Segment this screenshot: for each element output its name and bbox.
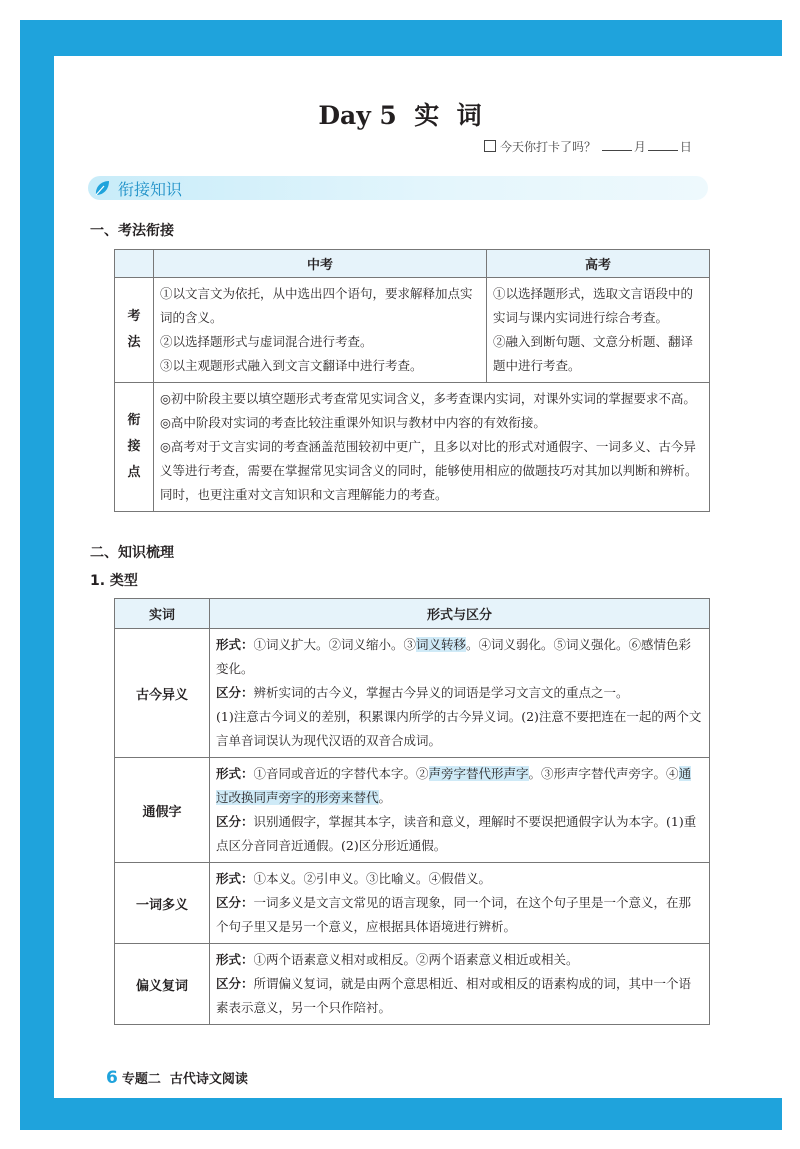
form-label: 形式：	[216, 637, 254, 652]
page-number: 6	[106, 1068, 118, 1088]
list-item: ◎高中阶段对实词的考查比较注重课外知识与教材中内容的有效衔接。	[160, 415, 546, 430]
list-item: ②以选择题形式与虚词混合进行考查。	[160, 334, 373, 349]
form-text: 。	[378, 790, 392, 805]
list-item: ①以文言文为依托，从中选出四个语句，要求解释加点实词的含义。	[160, 286, 473, 325]
diff-text: 辨析实词的古今义，掌握古今异义的词语是学习文言文的重点之一。	[253, 685, 629, 700]
page-title: Day 5 实 词	[318, 101, 482, 130]
diff-label: 区分：	[216, 895, 254, 910]
highlight-text: 声旁字替代形声字	[428, 766, 529, 781]
page-footer	[106, 1068, 248, 1088]
row-label-kaofa-text: 考 法	[127, 309, 141, 350]
diff-label: 区分：	[216, 685, 254, 700]
row-name: 通假字	[115, 758, 210, 863]
form-label: 形式：	[216, 952, 254, 967]
form-text: ①音同或音近的字替代本字。②	[253, 766, 429, 781]
form-text: ①本义。②引申义。③比喻义。④假借义。	[253, 871, 492, 886]
form-text: 。④词义弱化。⑤词义强化。⑥感情色彩变化。	[216, 637, 692, 676]
checkin-checkbox[interactable]	[484, 140, 496, 152]
row-content	[210, 629, 710, 758]
row-content	[210, 863, 710, 944]
section2-heading: 二、知识梳理	[90, 545, 174, 561]
row-name: 古今异义	[115, 629, 210, 758]
section-banner	[88, 176, 708, 200]
diff-text: 识别通假字，掌握其本字，读音和意义，理解时不要误把通假字认为本字。(1)重点区分音同音近通假。(2)区分形近通假。	[216, 814, 697, 853]
row-content	[210, 758, 710, 863]
table-corner	[115, 250, 154, 278]
page-frame-left	[20, 20, 54, 1128]
gaokao-cell	[487, 278, 710, 383]
form-text: ①词义扩大。②词义缩小。③	[253, 637, 417, 652]
checkin-text: 今天你打卡了吗？	[500, 140, 597, 154]
table-row	[115, 863, 710, 944]
section2-subheading: 1. 类型	[90, 573, 138, 589]
footer-topic: 专题二	[121, 1072, 161, 1087]
xianjie-cell	[154, 383, 710, 512]
types-table	[114, 598, 710, 1025]
diff-extra: (1)注意古今词义的差别，积累课内所学的古今异义词。(2)注意不要把连在一起的两个文言单音词误认为现代汉语的双音合成词。	[216, 709, 702, 748]
row-label-kaofa	[115, 278, 154, 383]
list-item: ◎初中阶段主要以填空题形式考查常见实词含义，多考查课内实词，对课外实词的掌握要求不高。	[160, 391, 696, 406]
diff-text: 一词多义是文言文常见的语言现象，同一个词，在这个句子里是一个意义，在那个句子里又是另一个意义，应根据具体语境进行辨析。	[216, 895, 692, 934]
section1-heading: 一、考法衔接	[90, 223, 174, 239]
row-name: 一词多义	[115, 863, 210, 944]
zhongkao-cell	[154, 278, 487, 383]
form-text: 。③形声字替代声旁字。④	[528, 766, 679, 781]
day-label: 日	[679, 140, 692, 154]
highlight-text: 通过改换同声旁字的形旁来替代	[216, 766, 692, 805]
diff-label: 区分：	[216, 976, 254, 991]
col-xingshi: 形式与区分	[210, 599, 710, 629]
col-gaokao: 高考	[487, 250, 710, 278]
row-label-xianjie-text: 衔 接 点	[127, 413, 141, 480]
form-text: ①两个语素意义相对或相反。②两个语素意义相近或相关。	[253, 952, 579, 967]
leaf-icon	[92, 178, 112, 198]
banner-label: 衔接知识	[118, 180, 183, 199]
row-name: 偏义复词	[115, 944, 210, 1025]
page-frame-bottom	[20, 1098, 782, 1130]
checkin-line	[484, 138, 692, 155]
row-label-xianjie	[115, 383, 154, 512]
table-row	[115, 629, 710, 758]
month-blank	[602, 150, 632, 151]
diff-text: 所谓偏义复词，就是由两个意思相近、相对或相反的语素构成的词，其中一个语素表示意义，另一个只作陪衬。	[216, 976, 692, 1015]
exam-method-table	[114, 249, 710, 512]
form-label: 形式：	[216, 766, 254, 781]
col-zhongkao: 中考	[154, 250, 487, 278]
footer-topic-title: 古代诗文阅读	[169, 1072, 248, 1087]
list-item: ◎高考对于文言实词的考查涵盖范围较初中更广，且多以对比的形式对通假字、一词多义、古今异义等进行考查，需要在掌握常见实词含义的同时，能够使用相应的做题技巧对其加以判断和辨析。同时，也更注重对文言知识和文言理解能力的考查。	[160, 439, 698, 502]
diff-label: 区分：	[216, 814, 254, 829]
list-item: ③以主观题形式融入到文言文翻译中进行考查。	[160, 358, 423, 373]
month-label: 月	[633, 140, 646, 154]
table-row	[115, 758, 710, 863]
list-item: ①以选择题形式，选取文言语段中的实词与课内实词进行综合考查。	[493, 286, 694, 325]
list-item: ②融入到断句题、文意分析题、翻译题中进行考查。	[493, 334, 694, 373]
day-blank	[648, 150, 678, 151]
page-frame-top	[20, 20, 782, 56]
row-content	[210, 944, 710, 1025]
col-shici: 实词	[115, 599, 210, 629]
highlight-text: 词义转移	[416, 637, 467, 652]
table-row	[115, 944, 710, 1025]
form-label: 形式：	[216, 871, 254, 886]
